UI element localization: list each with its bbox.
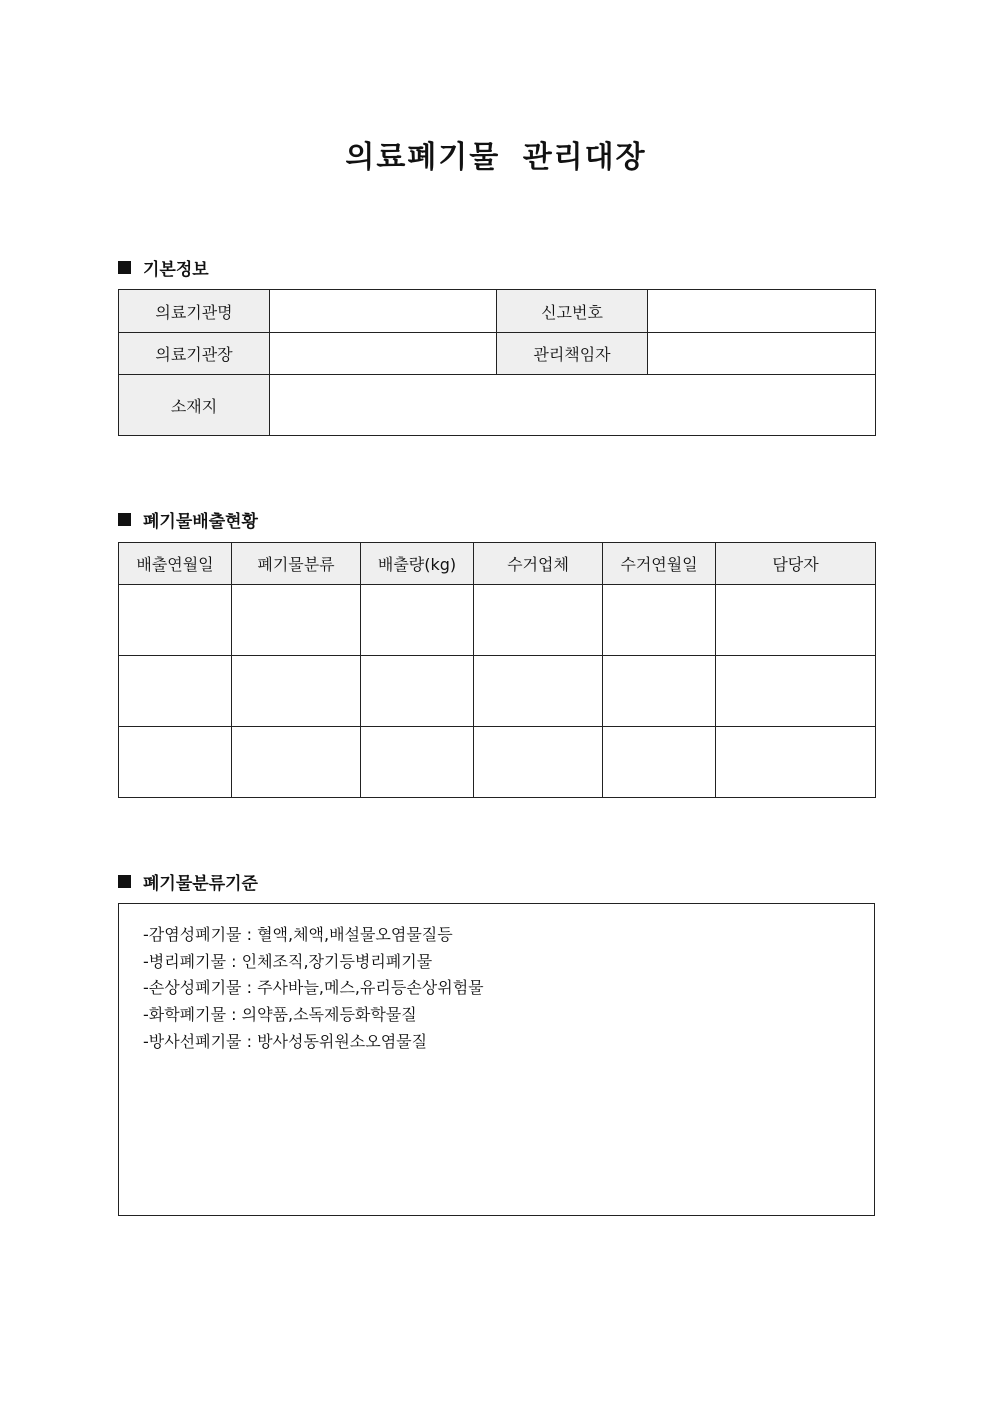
classification-item-radioactive: -방사선폐기물 : 방사성동위원소오염물질 (143, 1031, 428, 1051)
classification-criteria-box (118, 903, 875, 1216)
address-field[interactable] (270, 375, 876, 436)
discharge-status-table (118, 542, 876, 798)
table-row (119, 585, 876, 656)
manager-field[interactable] (648, 333, 876, 375)
classification-item-infectious: -감염성폐기물 : 혈액,체액,배설물오염물질등 (143, 925, 453, 944)
section-heading-basic-info (118, 255, 209, 280)
discharge-date-cell[interactable] (119, 727, 232, 798)
amount-cell[interactable] (361, 656, 474, 727)
person-in-charge-cell[interactable] (716, 585, 876, 656)
person-in-charge-cell[interactable] (716, 656, 876, 727)
column-header-waste-type: 폐기물분류 (232, 543, 361, 585)
section-heading-discharge-status (118, 507, 258, 532)
report-number-label: 신고번호 (497, 290, 648, 333)
table-row (119, 375, 876, 436)
classification-item-chemical: -화학폐기물 : 의약품,소독제등화학물질 (143, 1005, 417, 1025)
classification-item-sharps: -손상성폐기물 : 주사바늘,메스,유리등손상위험물 (143, 978, 484, 998)
institution-head-field[interactable] (270, 333, 497, 375)
classification-list (143, 922, 874, 1056)
collector-cell[interactable] (474, 585, 603, 656)
waste-type-cell[interactable] (232, 585, 361, 656)
section-heading-classification (118, 869, 258, 894)
report-number-field[interactable] (648, 290, 876, 333)
column-header-collection-date: 수거연월일 (603, 543, 716, 585)
table-header-row (119, 543, 876, 585)
collector-cell[interactable] (474, 656, 603, 727)
collection-date-cell[interactable] (603, 727, 716, 798)
table-row (119, 290, 876, 333)
discharge-date-cell[interactable] (119, 585, 232, 656)
amount-cell[interactable] (361, 727, 474, 798)
column-header-person-in-charge: 담당자 (716, 543, 876, 585)
waste-type-cell[interactable] (232, 656, 361, 727)
address-label: 소재지 (119, 375, 270, 436)
collection-date-cell[interactable] (603, 656, 716, 727)
column-header-discharge-date: 배출연월일 (119, 543, 232, 585)
section-heading-label: 폐기물배출현황 (143, 512, 258, 532)
manager-label: 관리책임자 (497, 333, 648, 375)
institution-name-field[interactable] (270, 290, 497, 333)
collector-cell[interactable] (474, 727, 603, 798)
section-heading-label: 폐기물분류기준 (143, 874, 258, 894)
black-square-icon (118, 261, 131, 274)
black-square-icon (118, 875, 131, 888)
table-row (119, 656, 876, 727)
collection-date-cell[interactable] (603, 585, 716, 656)
person-in-charge-cell[interactable] (716, 727, 876, 798)
page-title: 의료폐기물 관리대장 (345, 140, 647, 175)
classification-item-pathological: -병리폐기물 : 인체조직,장기등병리폐기물 (143, 951, 433, 971)
table-row (119, 333, 876, 375)
institution-head-label: 의료기관장 (119, 333, 270, 375)
amount-cell[interactable] (361, 585, 474, 656)
discharge-date-cell[interactable] (119, 656, 232, 727)
basic-info-table (118, 289, 876, 436)
institution-name-label: 의료기관명 (119, 290, 270, 333)
waste-type-cell[interactable] (232, 727, 361, 798)
column-header-amount: 배출량(kg) (361, 543, 474, 585)
table-row (119, 727, 876, 798)
black-square-icon (118, 513, 131, 526)
column-header-collector: 수거업체 (474, 543, 603, 585)
section-heading-label: 기본정보 (143, 260, 209, 280)
